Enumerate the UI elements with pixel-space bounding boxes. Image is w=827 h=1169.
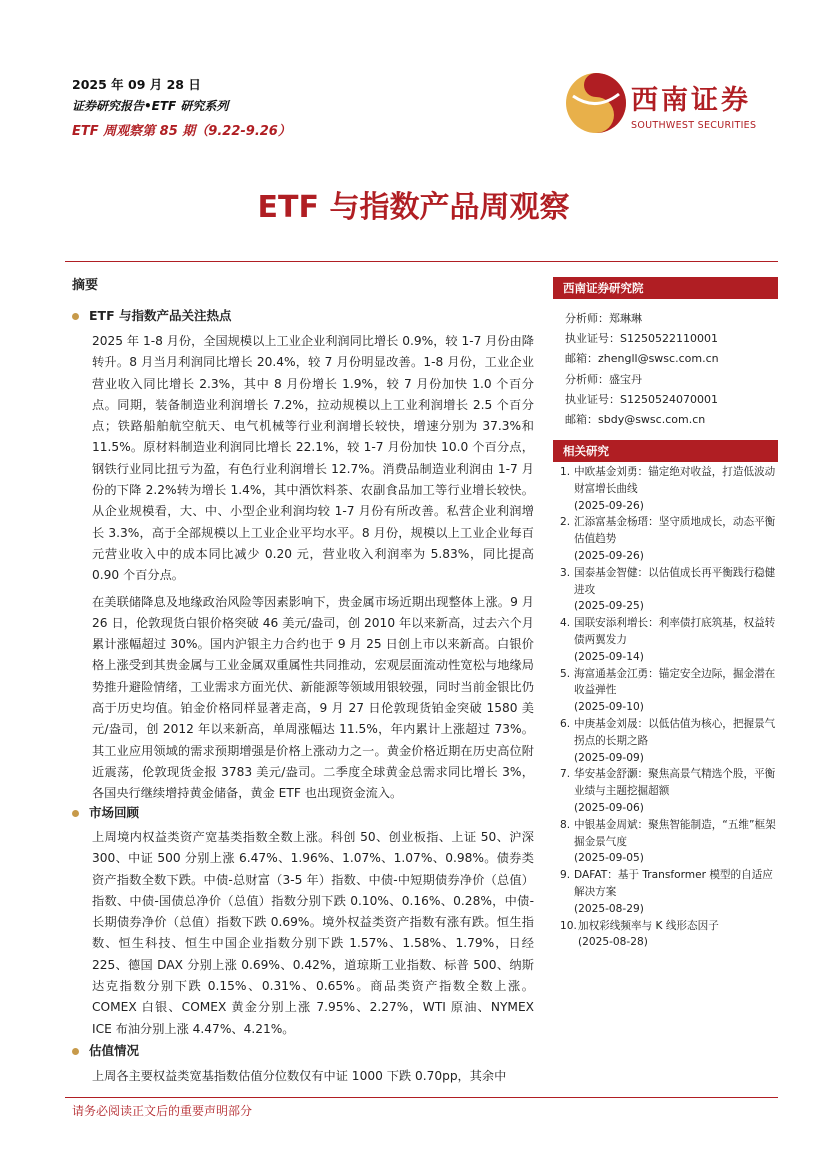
paragraph: 上周境内权益类资产宽基类指数全数上涨。科创 50、创业板指、上证 50、沪深 300、中证 500 分别上涨 6.47%、1.96%、1.07%、1.07%、0.98%。债券类资产指数全数下跌。中债-总财富（3-5 年）指数、中债-中短期债券净价（总值）指数、中债-国债总净价（总值）指数分别下跌 0.10%、0.16%、0.28%，中债-长期债券净价（总值）指数下跌 0.69%。境外权益类资产指数有涨有跌。恒生指数、恒生科技、恒生中国企业指数分别下跌 1.57%、1.58%、1.79%，日经 225、德国 DAX 分别上涨 0.69%、0.42%，道琼斯工业指数、标普 500、纳斯达克指数分别下跌 0.15%、0.31%、0.65%。商品类资产指数全数上涨。COMEX 白银、COMEX 黄金分别上涨 7.95%、2.27%，WTI 原油、NYMEX ICE 布油分别上涨 4.47%、4.21%。 (92, 830, 534, 1036)
abstract-heading: 摘要 (72, 278, 99, 293)
section-heading-market-review: 市场回顾 (72, 803, 139, 821)
analyst-name: 分析师：郑琳琳 (565, 312, 642, 325)
list-item[interactable]: 2. 汇添富基金杨瑨：坚守质地成长，动态平衡估值趋势 (2025-09-26) (560, 516, 776, 562)
page-title: ETF 与指数产品周观察 (257, 190, 570, 225)
valuation-body (92, 1066, 534, 1087)
list-item[interactable]: 5. 海富通基金江勇：锚定安全边际，掘金潜在收益弹性 (2025-09-10) (560, 667, 776, 714)
hotspots-body (92, 331, 534, 805)
market-review-body (92, 827, 534, 1040)
bullet-icon (72, 810, 79, 817)
list-item[interactable]: 4. 国联安添利增长：利率债打底筑基，权益转债两翼发力 (2025-09-14) (560, 617, 776, 663)
bullet-icon (72, 313, 79, 320)
footer-divider (65, 1097, 778, 1098)
analyst-cert: 执业证号：S1250522110001 (565, 332, 718, 345)
list-item[interactable]: 1. 中欧基金刘勇：锚定绝对收益，打造低波动财富增长曲线 (2025-09-26) (560, 466, 776, 512)
logo-emblem-icon (565, 72, 627, 134)
logo-english-name: SOUTHWEST SECURITIES (631, 120, 757, 131)
title-divider (65, 261, 778, 262)
company-logo (565, 68, 770, 138)
paragraph: 在美联储降息及地缘政治风险等因素影响下，贵金属市场近期出现整体上涨。9 月 26 日，伦敦现货白银价格突破 46 美元/盎司，创 2010 年以来新高，过去六个月累计涨幅超过 30%。国内沪银主力合约也于 9 月 25 日创上市以来新高。白银价格上涨受到其贵金属与工业金属双重属性共同推动，宏观层面流动性宽松与地缘局势推升避险情绪，工业需求方面光伏、新能源等领域用银较强，同时当前金银比仍高于历史均值。铂金价格同样显著走高，9 月 27 日伦敦现货铂金突破 1580 美元/盎司，创 2012 年以来新高，单周涨幅达 11.5%，年内累计上涨超过 73%。其工业应用领域的需求预期增强是价格上涨动力之一。黄金价格近期在历史高位附近震荡，伦敦现货金报 3783 美元/盎司。二季度全球黄金总需求同比增长 3%，各国央行继续增持黄金储备，黄金 ETF 也出现资金流入。 (92, 594, 534, 801)
analyst-block (565, 309, 719, 369)
list-item[interactable]: 8. 中银基金周斌：聚焦智能制造，“五维”框架掘金景气度 (2025-09-05) (560, 818, 776, 865)
paragraph: 2025 年 1-8 月份，全国规模以上工业企业利润同比增长 0.9%，较 1-7 月份由降转升。8 月当月利润同比增长 20.4%，较 7 月份明显改善。1-8 月份，工业企业营业收入同比增长 2.3%，其中 8 月份增长 1.9%，较 7 月份加快 1.0 个百分点。同期，装备制造业利润增长 7.2%，拉动规模以上工业利润增长 2.5 个百分点；铁路船舶航空航天、电气机械等行业利润增长较快，增速分别为 37.3%和 11.5%。原材料制造业利润同比增长 22.1%，较 1-7 月份加快 10.0 个百分点，钢铁行业同比扭亏为盈，有色行业利润增长 12.7%。消费品制造业利润由 1-7 月份的下降 2.2%转为增长 1.4%，其中酒饮料茶、农副食品加工等行业增长较快。从企业规模看，大、中、小型企业利润均较 1-7 月份有所改善。私营企业利润增长 3.3%，高于全部规模以上工业企业平均水平。8 月份，规模以上工业企业每百元营业收入中的成本同比减少 0.20 元，营业收入利润率为 5.83%，同比提高 0.90 个百分点。 (92, 334, 534, 583)
institute-label: 西南证券研究院 (553, 277, 778, 299)
analyst-cert: 执业证号：S1250524070001 (565, 393, 718, 406)
report-date: 2025 年 09 月 28 日 (72, 77, 201, 92)
report-issue: ETF 周观察第 85 期（9.22-9.26） (72, 124, 291, 139)
section-heading-valuation: 估值情况 (72, 1041, 139, 1059)
footer-disclaimer: 请务必阅读正文后的重要声明部分 (72, 1104, 253, 1118)
analyst-email[interactable]: 邮箱：zhengll@swsc.com.cn (565, 352, 719, 365)
analyst-block (565, 370, 718, 430)
related-research-label: 相关研究 (553, 440, 778, 462)
analyst-email[interactable]: 邮箱：sbdy@swsc.com.cn (565, 413, 706, 426)
logo-chinese-name: 西南证券 (631, 85, 751, 116)
list-item[interactable]: 7. 华安基金舒灏：聚焦高景气精选个股，平衡业绩与主题挖掘超额 (2025-09-06) (560, 768, 776, 814)
list-item[interactable]: 6. 中庚基金刘晟：以低估值为核心，把握景气拐点的长期之路 (2025-09-09) (560, 717, 776, 764)
list-item[interactable]: 10. 加权彩线频率与 K 线形态因子 (2025-08-28) (560, 919, 719, 949)
bullet-icon (72, 1048, 79, 1055)
report-series: 证券研究报告•ETF 研究系列 (72, 99, 229, 113)
analyst-name: 分析师：盛宝丹 (565, 373, 642, 386)
list-item[interactable]: 9. DAFAT：基于 Transformer 模型的自适应解决方案 (2025-08-29) (560, 869, 773, 915)
related-research-list (560, 464, 778, 951)
section-heading-hotspots: ETF 与指数产品关注热点 (72, 306, 231, 324)
paragraph: 上周各主要权益类宽基指数估值分位数仅有中证 1000 下跌 0.70pp，其余中 (92, 1069, 507, 1083)
list-item[interactable]: 3. 国泰基金智健：以估值成长再平衡践行稳健进攻 (2025-09-25) (560, 566, 776, 613)
